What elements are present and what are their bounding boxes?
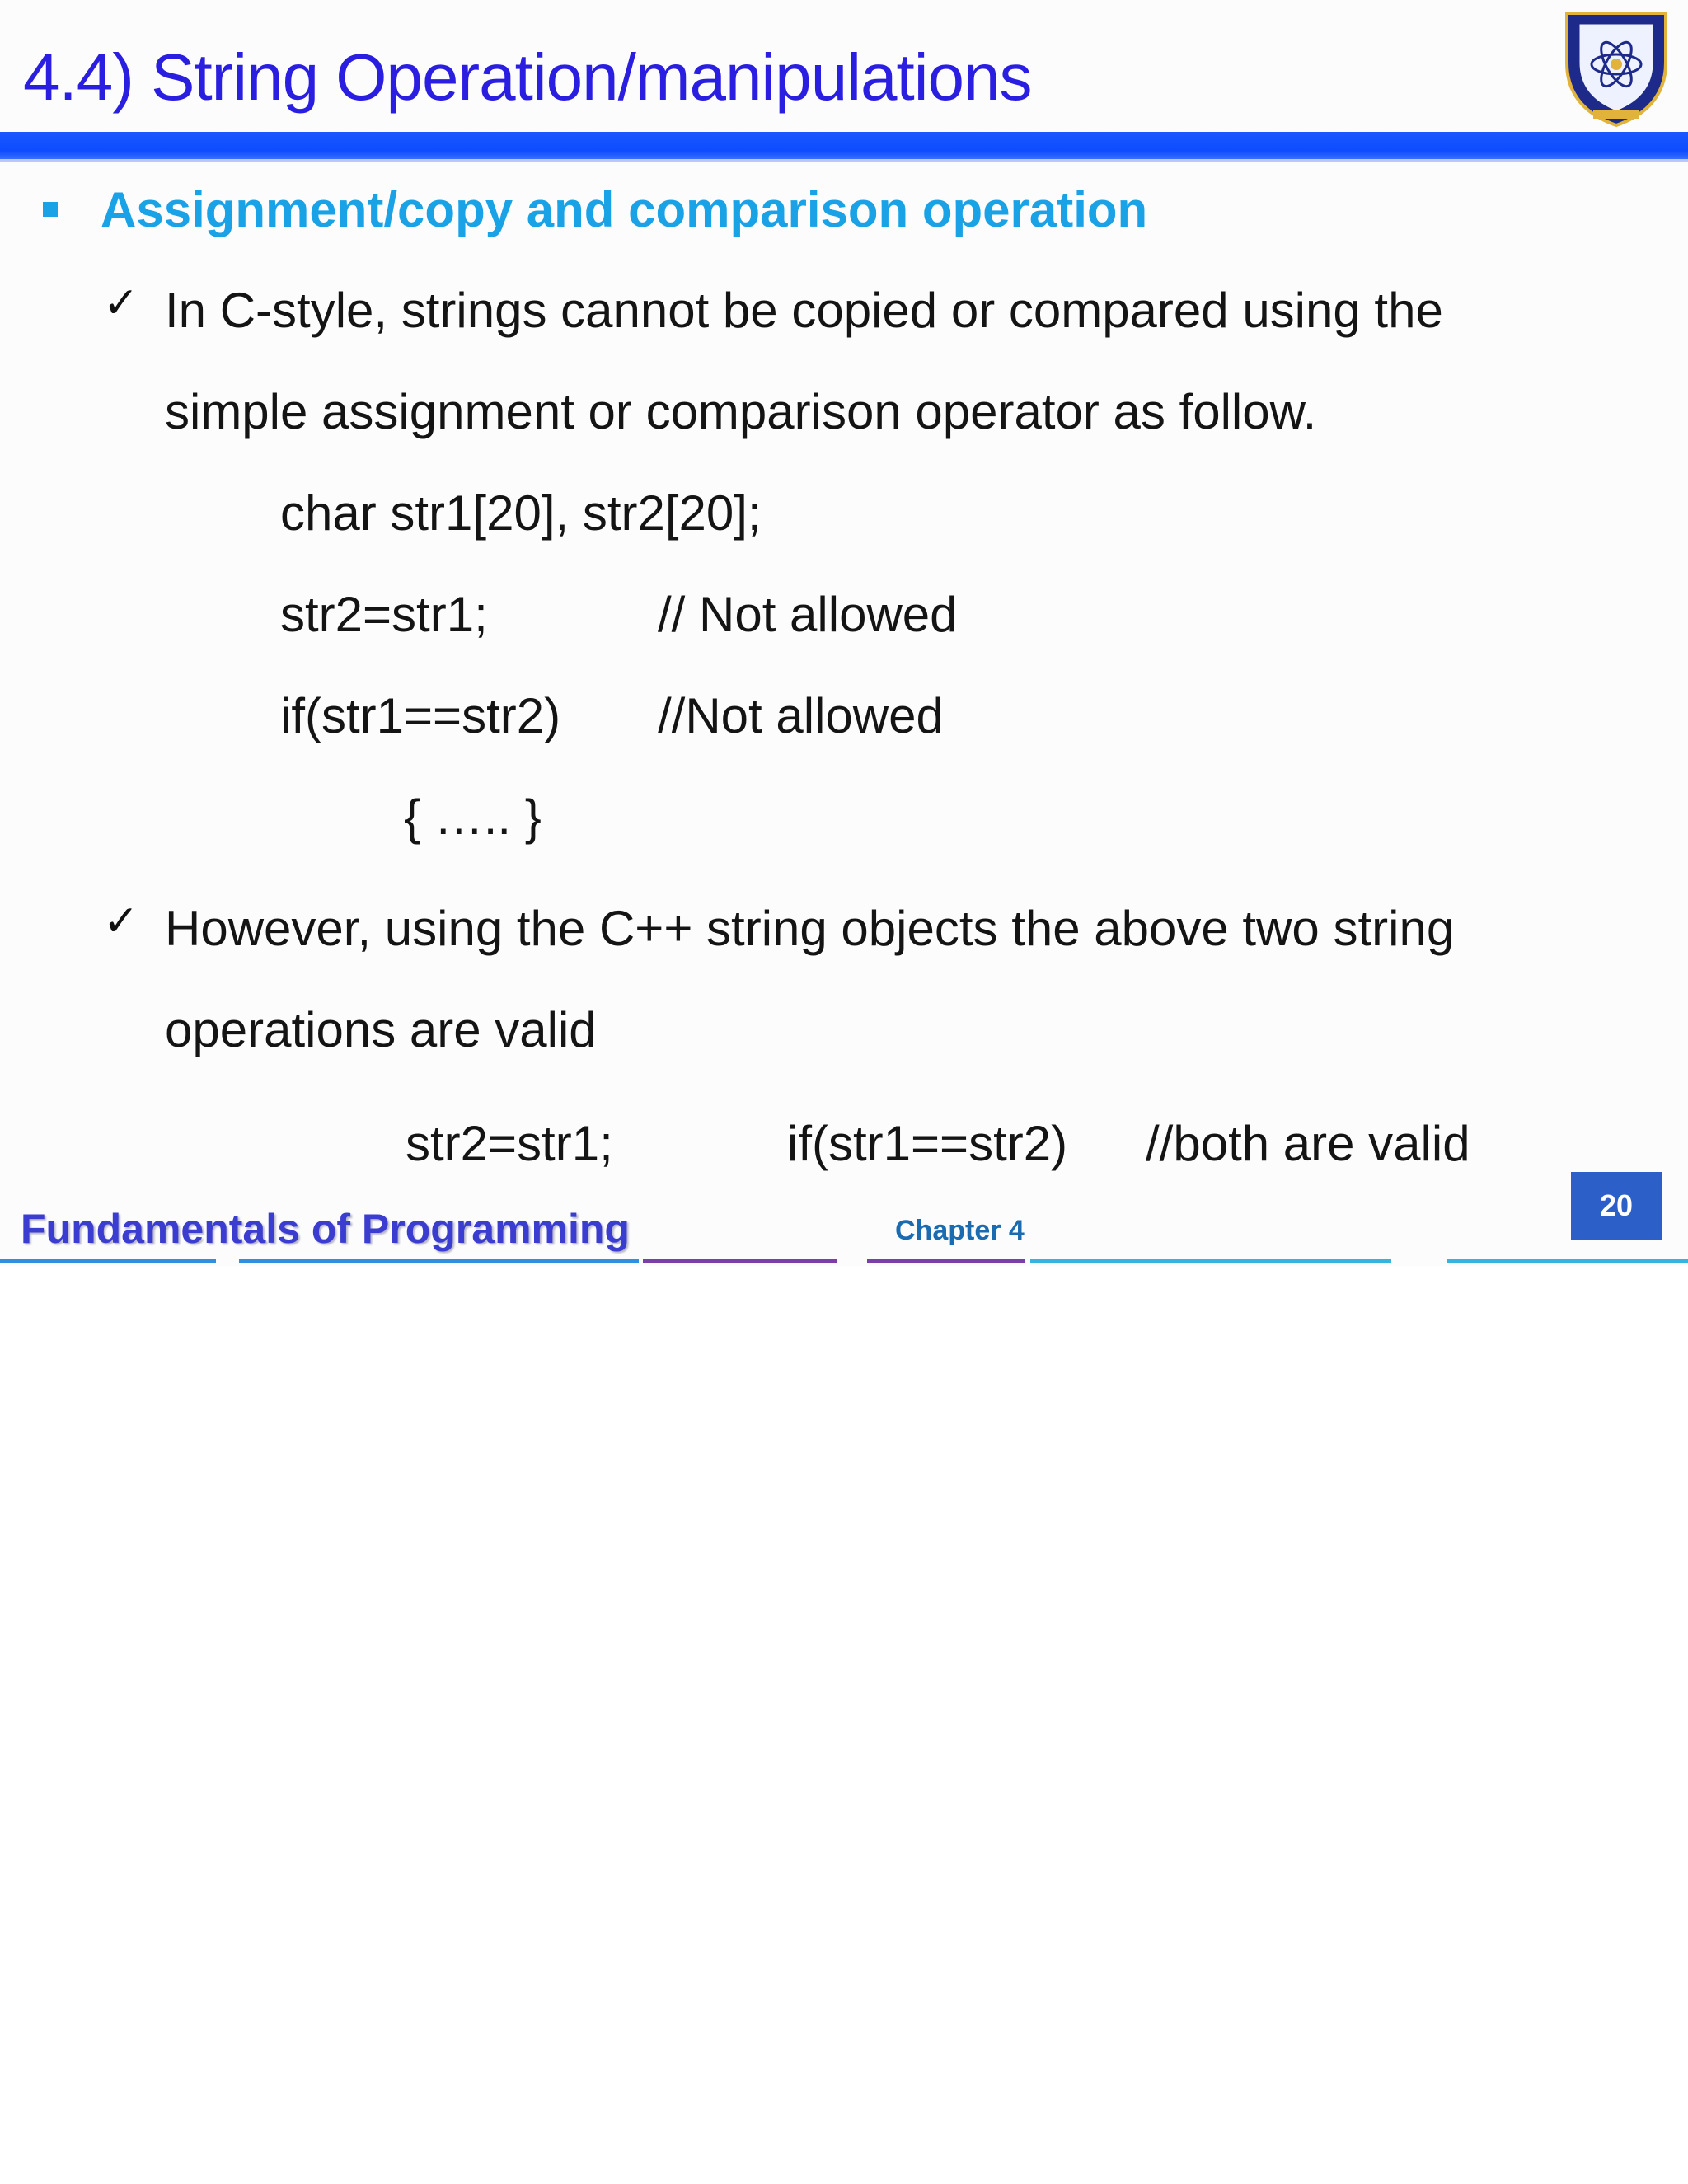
footer-chapter: Chapter 4 <box>895 1215 1025 1246</box>
footer-divider <box>239 1259 639 1263</box>
bullet-2-line-1: However, using the C++ string objects the above two string <box>165 901 1455 956</box>
code-compare-statement: if(str1==str2) <box>280 688 561 743</box>
bullet-2-line-2: operations are valid <box>165 1002 597 1057</box>
code-assign-comment: // Not allowed <box>658 587 958 642</box>
code-valid-compare: if(str1==str2) <box>787 1116 1068 1171</box>
title-underline-bar <box>0 132 1688 159</box>
footer-course-title: Fundamentals of Programming <box>21 1206 630 1252</box>
code-valid-comment: //both are valid <box>1146 1116 1470 1171</box>
bullet-1-line-2: simple assignment or comparison operator as follow. <box>165 384 1317 439</box>
footer-divider <box>0 1259 216 1263</box>
page-number-badge: 20 <box>1571 1172 1662 1240</box>
slide-title: 4.4) String Operation/manipulations <box>23 40 1032 114</box>
code-compare-comment: //Not allowed <box>658 688 944 743</box>
square-bullet-icon <box>43 202 58 217</box>
university-seal-icon <box>1560 5 1672 129</box>
code-block: { ….. } <box>404 790 542 845</box>
footer-divider <box>867 1259 1025 1263</box>
section-heading: Assignment/copy and comparison operation <box>101 182 1148 237</box>
title-bar-shadow <box>0 159 1688 162</box>
footer-divider <box>1447 1259 1688 1263</box>
bullet-1-line-1: In C-style, strings cannot be copied or compared using the <box>165 283 1443 338</box>
code-declaration: char str1[20], str2[20]; <box>280 485 762 541</box>
code-valid-assign: str2=str1; <box>406 1116 613 1171</box>
checkmark-icon: ✓ <box>103 897 139 946</box>
code-assign-statement: str2=str1; <box>280 587 488 642</box>
footer-divider <box>1030 1259 1391 1263</box>
checkmark-icon: ✓ <box>103 279 139 328</box>
footer-divider <box>643 1259 837 1263</box>
